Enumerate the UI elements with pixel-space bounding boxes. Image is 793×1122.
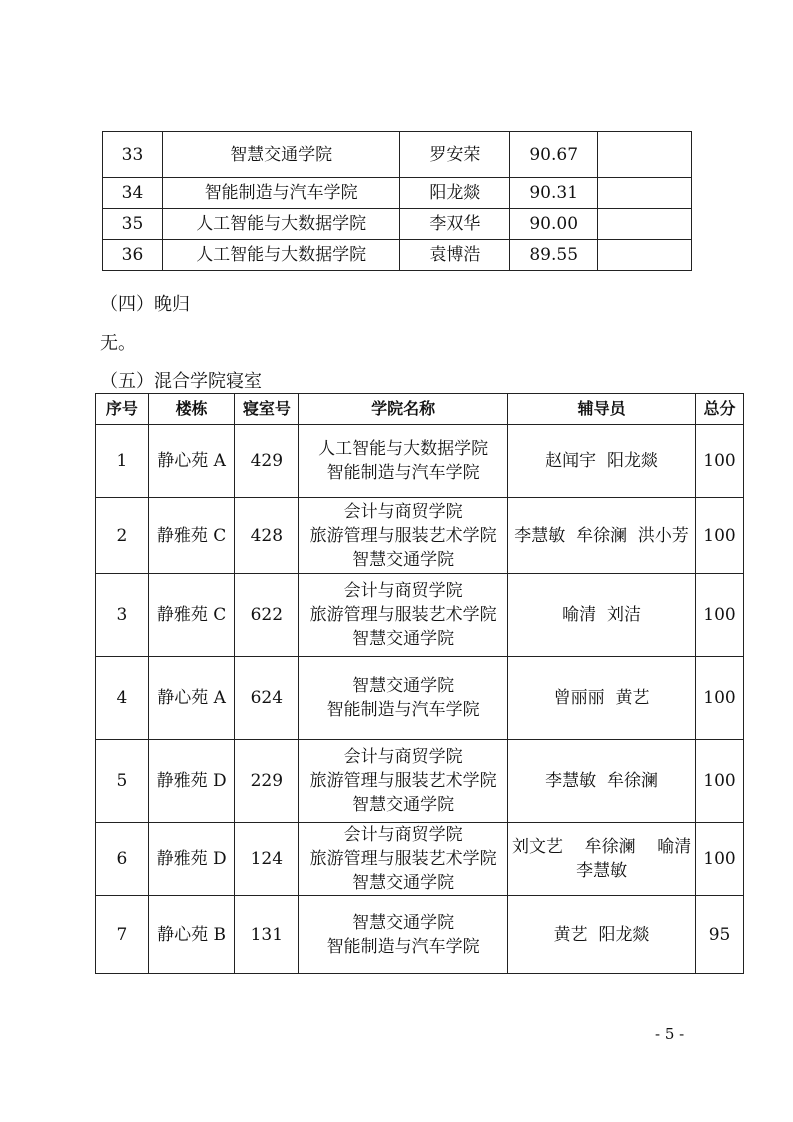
cell-score: 100 [696,574,744,657]
colleges-line: 人工智能与大数据学院 [318,439,489,459]
cell-extra [598,178,692,209]
colleges-line: 旅游管理与服装艺术学院 [309,605,497,625]
section4-heading: （四）晚归 [100,294,190,315]
colleges-line: 智慧交通学院 [352,912,455,933]
table-row [96,574,744,657]
cell-score: 100 [696,425,744,498]
cell-name: 罗安荣 [400,132,510,178]
cell-building: 静心苑 A [148,657,235,740]
colleges-line: 智能制造与汽车学院 [326,700,480,720]
cell-counselors [508,823,696,896]
cell-colleges [299,896,508,974]
counselors-line: 赵闻宇 阳龙燚 [545,451,658,471]
colleges-line: 智能制造与汽车学院 [326,936,480,957]
cell-no: 35 [103,209,163,240]
table-row [96,425,744,498]
colleges-line: 智慧交通学院 [352,676,455,696]
cell-counselors [508,574,696,657]
cell-college: 人工智能与大数据学院 [162,209,400,240]
table-row [103,132,692,178]
colleges-line: 会计与商贸学院 [343,825,463,845]
cell-colleges [299,574,508,657]
colleges-line: 智慧交通学院 [352,795,455,815]
cell-counselors [508,498,696,574]
cell-score: 90.31 [510,178,598,209]
cell-building: 静雅苑 D [148,740,235,823]
header-cell: 辅导员 [508,394,696,425]
cell-name: 阳龙燚 [400,178,510,209]
cell-counselors [508,657,696,740]
cell-score: 90.67 [510,132,598,178]
page-number: - 5 - [655,1025,685,1043]
cell-room: 124 [235,823,299,896]
cell-score: 100 [696,657,744,740]
cell-room: 229 [235,740,299,823]
section4-body: 无。 [100,333,136,354]
header-cell: 寝室号 [235,394,299,425]
cell-score: 100 [696,740,744,823]
cell-no: 2 [96,498,149,574]
cell-extra [598,132,692,178]
table-row [96,896,744,974]
cell-building: 静心苑 A [148,425,235,498]
table-row [96,657,744,740]
cell-room: 131 [235,896,299,974]
table-header-row [96,394,744,425]
cell-college: 人工智能与大数据学院 [162,240,400,271]
counselors-line: 黄艺 阳龙燚 [553,924,650,945]
cell-room: 429 [235,425,299,498]
cell-score: 90.00 [510,209,598,240]
cell-college: 智能制造与汽车学院 [162,178,400,209]
cell-counselors [508,896,696,974]
cell-no: 6 [96,823,149,896]
cell-score: 100 [696,823,744,896]
cell-college: 智慧交通学院 [162,132,400,178]
colleges-line: 旅游管理与服装艺术学院 [309,771,497,791]
cell-name: 袁博浩 [400,240,510,271]
cell-room: 622 [235,574,299,657]
cell-building: 静雅苑 C [148,574,235,657]
counselors-line: 李慧敏 [576,861,628,881]
cell-name: 李双华 [400,209,510,240]
header-cell: 总分 [696,394,744,425]
cell-room: 624 [235,657,299,740]
colleges-line: 智慧交通学院 [352,873,455,893]
cell-score: 100 [696,498,744,574]
table-row [96,498,744,574]
colleges-line: 会计与商贸学院 [343,581,463,601]
cell-room: 428 [235,498,299,574]
table-row [96,823,744,896]
table-row [103,240,692,271]
table-row [103,178,692,209]
colleges-line: 会计与商贸学院 [343,747,463,767]
cell-colleges [299,425,508,498]
cell-no: 36 [103,240,163,271]
cell-score: 89.55 [510,240,598,271]
cell-counselors [508,740,696,823]
cell-no: 1 [96,425,149,498]
table-row [103,209,692,240]
counselors-line: 喻清 刘洁 [562,605,641,625]
score-table [102,131,692,271]
counselors-line: 李慧敏 牟徐澜 [545,771,658,791]
header-cell: 楼栋 [148,394,235,425]
counselors-line: 李慧敏 牟徐澜 洪小芳 [514,525,689,546]
counselors-line: 曾丽丽 黄艺 [553,688,650,708]
cell-building: 静雅苑 C [148,498,235,574]
header-cell: 学院名称 [299,394,508,425]
cell-score: 95 [696,896,744,974]
section5-heading: （五）混合学院寝室 [100,371,262,392]
cell-no: 34 [103,178,163,209]
cell-no: 7 [96,896,149,974]
colleges-line: 会计与商贸学院 [343,501,463,522]
cell-no: 33 [103,132,163,178]
colleges-line: 旅游管理与服装艺术学院 [309,525,497,546]
counselors-line: 刘文艺 牟徐澜 喻清 [511,837,692,857]
cell-building: 静雅苑 D [148,823,235,896]
cell-no: 3 [96,574,149,657]
cell-extra [598,209,692,240]
table-row [96,740,744,823]
cell-counselors [508,425,696,498]
cell-colleges [299,657,508,740]
cell-colleges [299,740,508,823]
mixed-dorm-table [95,393,744,974]
colleges-line: 旅游管理与服装艺术学院 [309,849,497,869]
cell-no: 5 [96,740,149,823]
colleges-line: 智慧交通学院 [352,549,455,570]
cell-extra [598,240,692,271]
colleges-line: 智慧交通学院 [352,629,455,649]
cell-no: 4 [96,657,149,740]
colleges-line: 智能制造与汽车学院 [326,463,480,483]
cell-building: 静心苑 B [148,896,235,974]
cell-colleges [299,498,508,574]
header-cell: 序号 [96,394,149,425]
cell-colleges [299,823,508,896]
